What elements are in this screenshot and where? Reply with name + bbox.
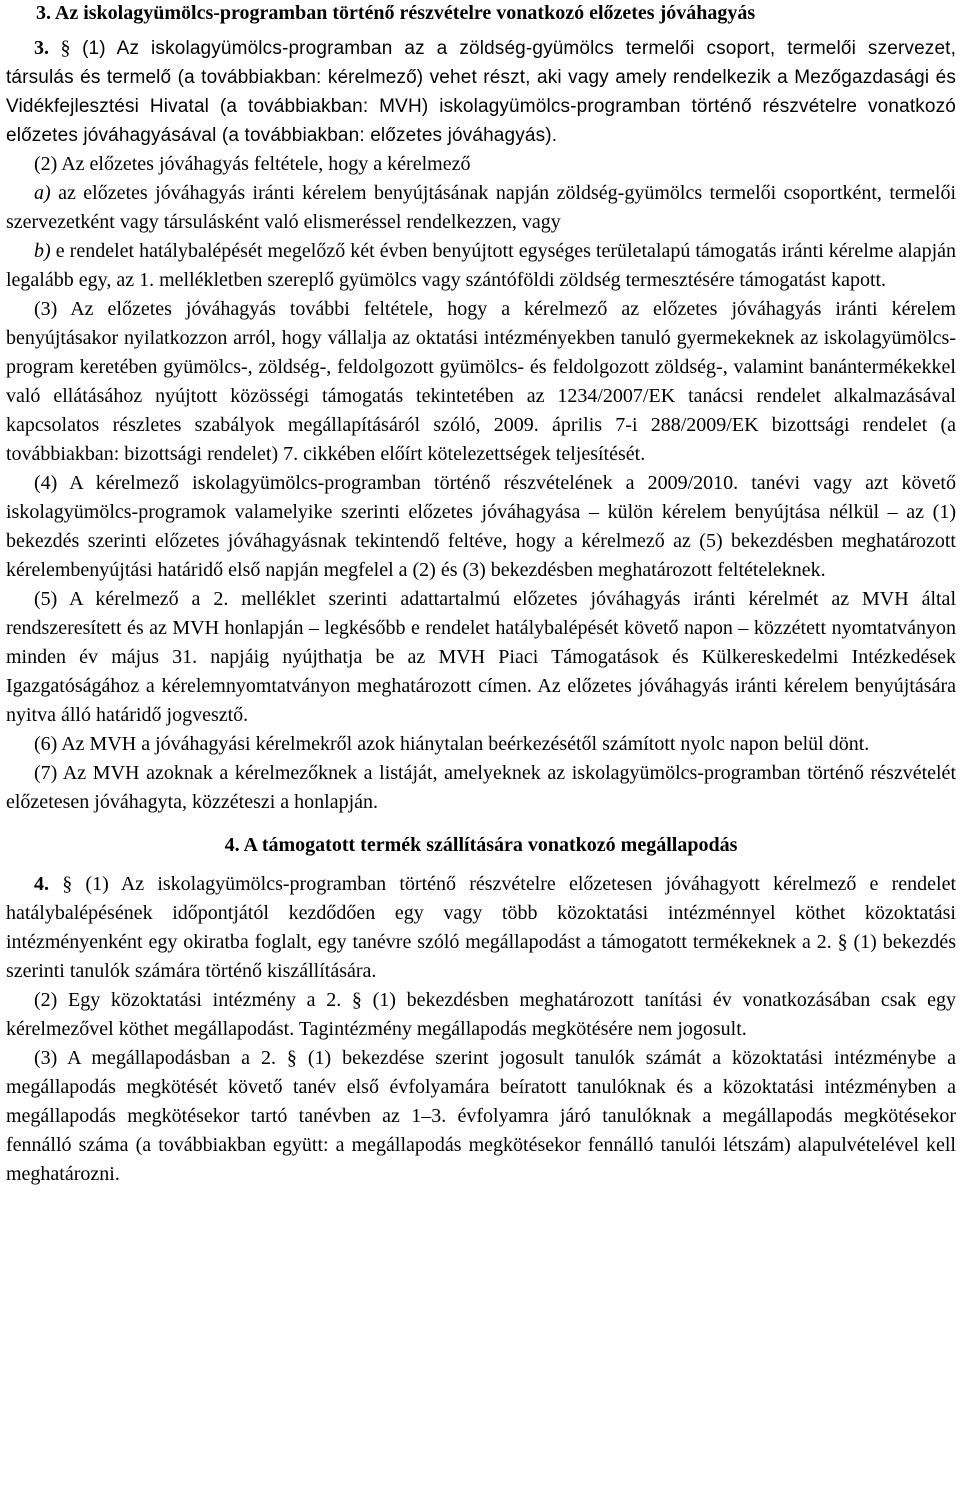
section-4-heading: 4. A támogatott termék szállítására vonatkozó megállapodás xyxy=(224,834,738,856)
paragraph-4-1 xyxy=(6,870,956,986)
paragraph-4-1-text: (1) Az iskolagyümölcs-programban történő részvételre előzetesen jóváhagyott kérelmező e rendelet hatálybalépésének időpontjától kezdődően egy vagy több közoktatási intézménnyel köthet közoktatási intézményenként egy okiratba foglalt, egy tanévre szóló megállapodást a támogatott termékeknek a 2. § (1) bekezdés szerinti tanulók számára történő kiszállítására. xyxy=(6,873,957,982)
paragraph-3-1 xyxy=(6,34,956,150)
paragraph-4-3: (3) A megállapodásban a 2. § (1) bekezdése szerint jogosult tanulók számát a közoktatási intézménybe a megállapodás megkötését követő tanév első évfolyamára beíratott tanulóknak és a közoktatási intézményben a megállapodás megkötésekor tartó tanévben az 1–3. évfolyamra járó tanulóknak a megállapodás megkötésekor fennálló száma (a továbbiakban együtt: a megállapodás megkötésekor fennálló tanulói létszám) alapulvételével kell meghatározni. xyxy=(6,1047,956,1185)
item-a-label: a) xyxy=(34,182,51,204)
paragraph-3-6: (6) Az MVH a jóváhagyási kérelmekről azok hiánytalan beérkezésétől számított nyolc napon belül dönt. xyxy=(34,733,870,755)
section-3-heading: 3. Az iskolagyümölcs-programban történő részvételre vonatkozó előzetes jóváhagyás xyxy=(36,2,756,24)
paragraph-4-2: (2) Egy közoktatási intézmény a 2. § (1) bekezdésben meghatározott tanítási év vonatkozásában csak egy kérelmezővel köthet megállapodást. Tagintézmény megállapodás megkötésére nem jogosult. xyxy=(6,989,956,1040)
section-sign: § xyxy=(62,873,73,895)
section-sign: § xyxy=(60,37,71,59)
paragraph-number: 3. xyxy=(34,37,49,59)
paragraph-3-7: (7) Az MVH azoknak a kérelmezőknek a listáját, amelyeknek az iskolagyümölcs-programban történő részvételét előzetesen jóváhagyta, közzéteszi a honlapján. xyxy=(6,762,956,813)
item-a-text: az előzetes jóváhagyás iránti kérelem benyújtásának napján zöldség-gyümölcs termelői csoportként, termelői szervezetként vagy társulásként való elismeréssel rendelkezzen, vagy xyxy=(6,182,957,233)
item-a xyxy=(6,179,956,237)
paragraph-number: 4. xyxy=(34,873,49,895)
item-b xyxy=(6,237,956,295)
item-b-label: b) xyxy=(34,240,51,262)
paragraph-3-2: (2) Az előzetes jóváhagyás feltétele, hogy a kérelmező xyxy=(34,153,471,175)
paragraph-3-1-text: (1) Az iskolagyümölcs-programban az a zöldség-gyümölcs termelői csoport, termelői szervezet, társulás és termelő (a továbbiakban: kérelmező) vehet részt, aki vagy amely rendelkezik a Mezőgazdasági és Vidékfejlesztési Hivatal (a továbbiakban: MVH) iskolagyümölcs-programban történő részvételre vonatkozó előzetes jóváhagyásával (a továbbiakban: előzetes jóváhagyás). xyxy=(6,38,957,146)
item-b-text: e rendelet hatálybalépését megelőző két évben benyújtott egységes területalapú támogatás iránti kérelme alapján legalább egy, az 1. mellékletben szereplő gyümölcs vagy szántóföldi zöldség termesztésére támogatást kapott. xyxy=(6,240,957,291)
paragraph-3-5: (5) A kérelmező a 2. melléklet szerinti adattartalmú előzetes jóváhagyás iránti kérelmét az MVH által rendszeresített és az MVH honlapján – legkésőbb e rendelet hatálybalépését követő napon – közzétett nyomtatványon minden év május 31. napjáig nyújthatja be az MVH Piaci Támogatások és Külkereskedelmi Intézkedések Igazgatóságához a kérelemnyomtatványon meghatározott címen. Az előzetes jóváhagyás iránti kérelem benyújtására nyitva álló határidő jogvesztő. xyxy=(6,588,956,726)
paragraph-3-3: (3) Az előzetes jóváhagyás további feltétele, hogy a kérelmező az előzetes jóváhagyás iránti kérelem benyújtásakor nyilatkozzon arról, hogy vállalja az oktatási intézményekben tanuló gyermekeknek az iskolagyümölcs-program keretében gyümölcs-, zöldség-, feldolgozott gyümölcs- és feldolgozott zöldség-, valamint banántermékekkel való ellátásához nyújtott közösségi támogatás tekintetében az 1234/2007/EK tanácsi rendelet alkalmazásával kapcsolatos részletes szabályok megállapításáról szóló, 2009. április 7-i 288/2009/EK bizottsági rendelet (a továbbiakban: bizottsági rendelet) 7. cikkében előírt kötelezettségek teljesítését. xyxy=(6,298,956,465)
paragraph-3-4: (4) A kérelmező iskolagyümölcs-programban történő részvételének a 2009/2010. tanévi vagy azt követő iskolagyümölcs-programok valamelyike szerinti előzetes jóváhagyása – külön kérelem benyújtása nélkül – az (1) bekezdés szerinti előzetes jóváhagyásnak tekintendő feltéve, hogy a kérelmező az (5) bekezdésben meghatározott kérelembenyújtási határidő első napján megfelel a (2) és (3) bekezdésben meghatározott feltételeknek. xyxy=(6,472,956,581)
